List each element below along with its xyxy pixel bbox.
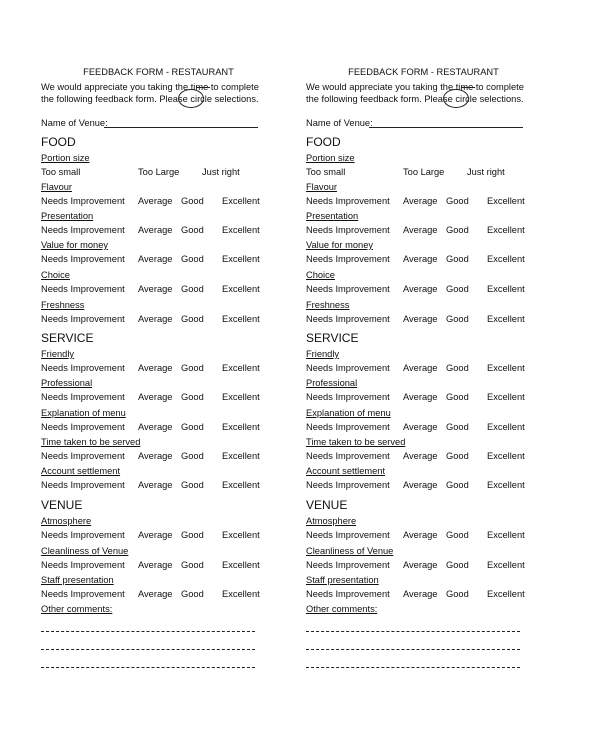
question-label: Choice [306, 270, 335, 280]
answer-option[interactable]: Good [181, 589, 204, 599]
answer-option[interactable]: Excellent [222, 314, 260, 324]
answer-option[interactable]: Good [181, 451, 204, 461]
answer-option[interactable]: Good [181, 363, 204, 373]
answer-option[interactable]: Needs Improvement [41, 480, 125, 490]
section-heading: VENUE [306, 498, 348, 512]
answer-option[interactable]: Too small [306, 167, 346, 177]
question-label: Time taken to be served [306, 437, 406, 447]
answer-option[interactable]: Needs Improvement [306, 363, 390, 373]
comments-label: Other comments: [41, 604, 113, 614]
answer-option[interactable]: Needs Improvement [41, 392, 125, 402]
question-label: Presentation [41, 211, 94, 221]
question-label: Value for money [306, 240, 374, 250]
answer-option[interactable]: Excellent [487, 363, 525, 373]
section-heading: VENUE [41, 498, 83, 512]
question-label: Cleanliness of Venue [306, 546, 394, 556]
answer-option[interactable]: Average [403, 314, 438, 324]
answer-option[interactable]: Good [181, 254, 204, 264]
answer-option[interactable]: Good [446, 284, 469, 294]
answer-option[interactable]: Needs Improvement [41, 254, 125, 264]
question-label: Freshness [41, 300, 85, 310]
answer-option[interactable]: Good [446, 225, 469, 235]
answer-option[interactable]: Average [138, 530, 173, 540]
venue-label: Name of Venue: [41, 118, 108, 128]
strikethrough-mark [461, 87, 475, 88]
question-label: Explanation of menu [41, 408, 126, 418]
answer-option[interactable]: Good [446, 480, 469, 490]
answer-option[interactable]: Needs Improvement [306, 480, 390, 490]
answer-option[interactable]: Average [138, 451, 173, 461]
venue-label: Name of Venue: [306, 118, 373, 128]
answer-option[interactable]: Too small [41, 167, 81, 177]
answer-option[interactable]: Excellent [487, 422, 525, 432]
answer-option[interactable]: Average [138, 225, 173, 235]
answer-option[interactable]: Good [181, 530, 204, 540]
answer-option[interactable]: Good [446, 254, 469, 264]
question-label: Flavour [306, 182, 338, 192]
comment-line[interactable] [306, 667, 520, 668]
answer-option[interactable]: Average [403, 196, 438, 206]
answer-option[interactable]: Needs Improvement [306, 196, 390, 206]
question-label: Portion size [41, 153, 90, 163]
answer-option[interactable]: Excellent [487, 451, 525, 461]
question-label: Professional [306, 378, 358, 388]
form-title: FEEDBACK FORM - RESTAURANT [83, 67, 234, 77]
hand-drawn-circle [178, 89, 204, 108]
answer-option[interactable]: Excellent [222, 589, 260, 599]
intro-text: We would appreciate you taking the time to complete [306, 82, 524, 92]
question-label: Professional [41, 378, 93, 388]
answer-option[interactable]: Excellent [222, 284, 260, 294]
answer-option[interactable]: Excellent [487, 560, 525, 570]
question-label: Staff presentation [41, 575, 114, 585]
question-label: Account settlement [41, 466, 121, 476]
answer-option[interactable]: Excellent [222, 422, 260, 432]
answer-option[interactable]: Excellent [222, 530, 260, 540]
intro-text: We would appreciate you taking the time to complete [41, 82, 259, 92]
answer-option[interactable]: Just right [467, 167, 505, 177]
answer-option[interactable]: Needs Improvement [306, 392, 390, 402]
hand-drawn-circle [443, 89, 469, 108]
answer-option[interactable]: Good [446, 589, 469, 599]
question-label: Choice [41, 270, 70, 280]
answer-option[interactable]: Good [181, 422, 204, 432]
form-title: FEEDBACK FORM - RESTAURANT [348, 67, 499, 77]
answer-option[interactable]: Excellent [487, 589, 525, 599]
answer-option[interactable]: Needs Improvement [41, 284, 125, 294]
answer-option[interactable]: Average [138, 284, 173, 294]
answer-option[interactable]: Needs Improvement [306, 314, 390, 324]
answer-option[interactable]: Excellent [222, 392, 260, 402]
answer-option[interactable]: Needs Improvement [306, 530, 390, 540]
comment-line[interactable] [41, 631, 255, 632]
intro-text: the following feedback form. Please circle selections. [306, 94, 524, 104]
answer-option[interactable]: Needs Improvement [41, 530, 125, 540]
section-heading: SERVICE [306, 331, 359, 345]
answer-option[interactable]: Average [138, 363, 173, 373]
comments-label: Other comments: [306, 604, 378, 614]
answer-option[interactable]: Average [403, 363, 438, 373]
answer-option[interactable]: Excellent [487, 530, 525, 540]
answer-option[interactable]: Excellent [487, 314, 525, 324]
answer-option[interactable]: Average [403, 480, 438, 490]
comment-line[interactable] [41, 667, 255, 668]
answer-option[interactable]: Needs Improvement [306, 560, 390, 570]
answer-option[interactable]: Good [446, 392, 469, 402]
question-label: Explanation of menu [306, 408, 391, 418]
answer-option[interactable]: Excellent [487, 284, 525, 294]
question-label: Value for money [41, 240, 109, 250]
answer-option[interactable]: Needs Improvement [306, 284, 390, 294]
answer-option[interactable]: Average [403, 284, 438, 294]
answer-option[interactable]: Too Large [138, 167, 180, 177]
answer-option[interactable]: Needs Improvement [41, 589, 125, 599]
answer-option[interactable]: Good [446, 530, 469, 540]
answer-option[interactable]: Good [181, 284, 204, 294]
strikethrough-mark [196, 87, 210, 88]
question-label: Friendly [306, 349, 340, 359]
answer-option[interactable]: Excellent [222, 363, 260, 373]
answer-option[interactable]: Needs Improvement [306, 422, 390, 432]
answer-option[interactable]: Needs Improvement [306, 451, 390, 461]
comment-line[interactable] [41, 649, 255, 650]
answer-option[interactable]: Needs Improvement [41, 363, 125, 373]
question-label: Friendly [41, 349, 75, 359]
answer-option[interactable]: Good [446, 196, 469, 206]
answer-option[interactable]: Needs Improvement [41, 560, 125, 570]
question-label: Flavour [41, 182, 73, 192]
answer-option[interactable]: Average [138, 314, 173, 324]
question-label: Time taken to be served [41, 437, 141, 447]
answer-option[interactable]: Needs Improvement [306, 254, 390, 264]
answer-option[interactable]: Excellent [487, 254, 525, 264]
answer-option[interactable]: Just right [202, 167, 240, 177]
answer-option[interactable]: Average [403, 589, 438, 599]
question-label: Account settlement [306, 466, 386, 476]
answer-option[interactable]: Average [138, 560, 173, 570]
answer-option[interactable]: Needs Improvement [41, 451, 125, 461]
answer-option[interactable]: Excellent [487, 480, 525, 490]
question-label: Portion size [306, 153, 355, 163]
form-copy-right [306, 0, 566, 730]
answer-option[interactable]: Excellent [222, 451, 260, 461]
answer-option[interactable]: Good [446, 422, 469, 432]
answer-option[interactable]: Needs Improvement [41, 225, 125, 235]
answer-option[interactable]: Good [446, 314, 469, 324]
section-heading: FOOD [41, 135, 76, 149]
answer-option[interactable]: Average [403, 254, 438, 264]
form-copy-left [41, 0, 301, 730]
answer-option[interactable]: Average [138, 589, 173, 599]
answer-option[interactable]: Average [138, 422, 173, 432]
answer-option[interactable]: Average [138, 254, 173, 264]
question-label: Freshness [306, 300, 350, 310]
answer-option[interactable]: Excellent [487, 196, 525, 206]
answer-option[interactable]: Excellent [222, 254, 260, 264]
answer-option[interactable]: Excellent [487, 225, 525, 235]
answer-option[interactable]: Average [403, 225, 438, 235]
comment-line[interactable] [306, 631, 520, 632]
answer-option[interactable]: Average [403, 392, 438, 402]
answer-option[interactable]: Average [138, 480, 173, 490]
section-heading: SERVICE [41, 331, 94, 345]
venue-input-line[interactable] [104, 127, 258, 128]
answer-option[interactable]: Average [138, 196, 173, 206]
answer-option[interactable]: Needs Improvement [41, 196, 125, 206]
answer-option[interactable]: Needs Improvement [41, 314, 125, 324]
answer-option[interactable]: Excellent [222, 560, 260, 570]
question-label: Cleanliness of Venue [41, 546, 129, 556]
answer-option[interactable]: Good [181, 196, 204, 206]
answer-option[interactable]: Good [446, 560, 469, 570]
answer-option[interactable]: Average [403, 451, 438, 461]
answer-option[interactable]: Good [181, 392, 204, 402]
answer-option[interactable]: Average [403, 530, 438, 540]
answer-option[interactable]: Average [403, 422, 438, 432]
answer-option[interactable]: Excellent [222, 480, 260, 490]
answer-option[interactable]: Excellent [222, 196, 260, 206]
section-heading: FOOD [306, 135, 341, 149]
answer-option[interactable]: Good [446, 363, 469, 373]
answer-option[interactable]: Needs Improvement [306, 589, 390, 599]
answer-option[interactable]: Too Large [403, 167, 445, 177]
question-label: Staff presentation [306, 575, 379, 585]
answer-option[interactable]: Good [446, 451, 469, 461]
intro-text: the following feedback form. Please circle selections. [41, 94, 259, 104]
answer-option[interactable]: Good [181, 480, 204, 490]
question-label: Presentation [306, 211, 359, 221]
answer-option[interactable]: Average [138, 392, 173, 402]
answer-option[interactable]: Good [181, 225, 204, 235]
venue-input-line[interactable] [369, 127, 523, 128]
comment-line[interactable] [306, 649, 520, 650]
answer-option[interactable]: Needs Improvement [41, 422, 125, 432]
answer-option[interactable]: Good [181, 314, 204, 324]
question-label: Atmosphere [306, 516, 357, 526]
question-label: Atmosphere [41, 516, 92, 526]
answer-option[interactable]: Excellent [222, 225, 260, 235]
answer-option[interactable]: Average [403, 560, 438, 570]
answer-option[interactable]: Excellent [487, 392, 525, 402]
answer-option[interactable]: Needs Improvement [306, 225, 390, 235]
answer-option[interactable]: Good [181, 560, 204, 570]
